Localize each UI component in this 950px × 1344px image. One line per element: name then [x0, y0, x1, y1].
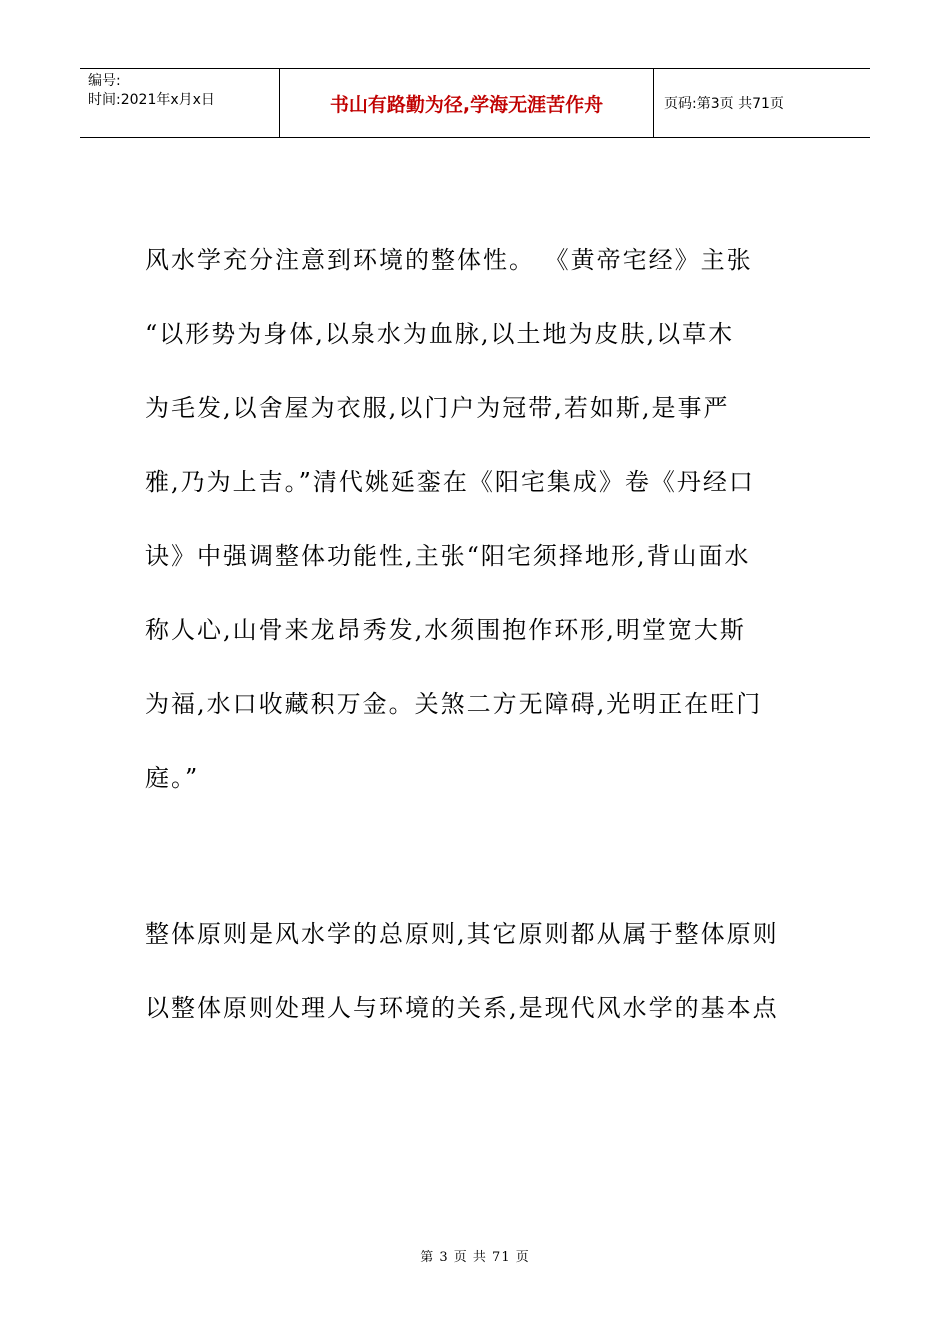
paragraph-1 — [145, 223, 810, 815]
header-page-info: 页码:第3页 共71页 — [664, 96, 784, 112]
text-line: 称人心,山骨来龙昂秀发,水须围抱作环形,明堂宽大斯 — [145, 616, 746, 644]
paragraph-2 — [145, 897, 810, 1045]
page-header — [80, 68, 870, 138]
text-line: 风水学充分注意到环境的整体性。 《黄帝宅经》主张 — [145, 246, 753, 274]
text-line: 庭。” — [145, 764, 200, 792]
text-line: 整体原则是风水学的总原则,其它原则都从属于整体原则 — [145, 920, 779, 948]
time-label: 时间:2021年x月x日 — [88, 92, 215, 108]
text-line: “以形势为身体,以泉水为血脉,以土地为皮肤,以草木 — [145, 320, 735, 348]
header-motto: 书山有路勤为径,学海无涯苦作舟 — [280, 69, 654, 137]
serial-label: 编号: — [88, 73, 121, 89]
text-line: 雅,乃为上吉。”清代姚延銮在《阳宅集成》卷《丹经口 — [145, 468, 755, 496]
text-line: 以整体原则处理人与环境的关系,是现代风水学的基本点 — [145, 994, 779, 1022]
text-line: 为福,水口收藏积万金。关煞二方无障碍,光明正在旺门 — [145, 690, 763, 718]
header-meta — [80, 69, 280, 137]
text-line: 为毛发,以舍屋为衣服,以门户为冠带,若如斯,是事严 — [145, 394, 730, 422]
text-line: 诀》中强调整体功能性,主张“阳宅须择地形,背山面水 — [145, 542, 751, 570]
page-footer: 第 3 页 共 71 页 — [420, 1250, 530, 1265]
